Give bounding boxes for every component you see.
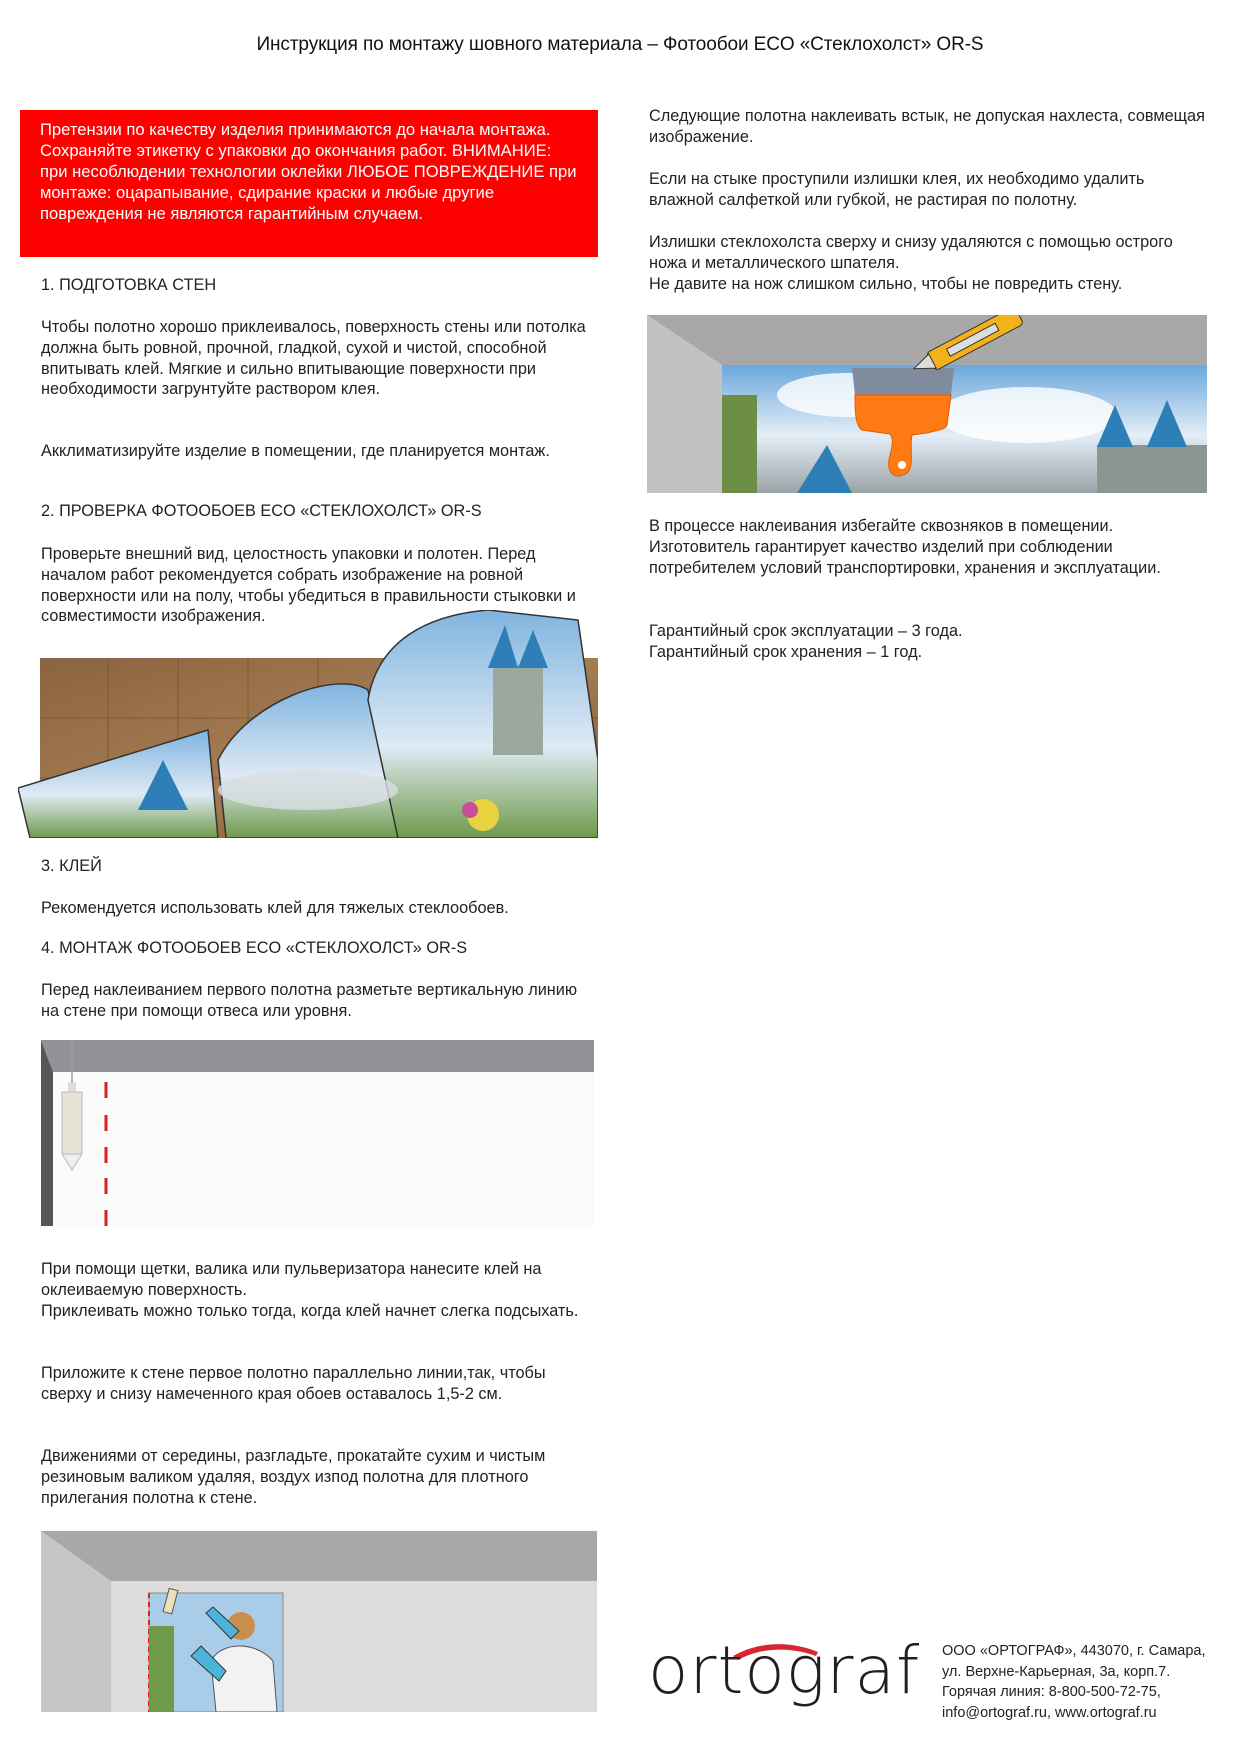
section-1-paragraph-1: Чтобы полотно хорошо приклеивалось, поверхность стены или потолка должна быть ровной, прочной, гладкой, сухой и чистой, способной впитывать клей. Мягкие и сильно впитывающие поверхности при необходимости загрунтуйте раствором клея. xyxy=(41,318,586,399)
plumb-bob-icon xyxy=(62,1082,82,1170)
section-4-paragraph-1: Перед наклеиванием первого полотна разметьте вертикальную линию на стене при помощи отвеса или уровня. xyxy=(41,981,578,1020)
right-paragraph-4: В процессе наклеивания избегайте сквозняков в помещении. Изготовитель гарантирует качество изделий при соблюдении потребителем условий транспортировки, хранения и эксплуатации. xyxy=(649,517,1161,577)
trim-illustration xyxy=(647,315,1207,493)
company-contacts xyxy=(942,1641,1206,1723)
section-1-paragraph-2: Акклиматизируйте изделие в помещении, где планируется монтаж. xyxy=(41,442,550,460)
warning-banner xyxy=(20,110,598,257)
right-paragraph-5: Гарантийный срок эксплуатации – 3 года. Гарантийный срок хранения – 1 год. xyxy=(649,622,963,661)
contact-hotline: Горячая линия: 8-800-500-72-75, xyxy=(942,1684,1161,1700)
trim-illustration-svg xyxy=(647,315,1207,493)
right-paragraph-2: Если на стыке проступили излишки клея, их необходимо удалить влажной салфеткой или губкой, не растирая по полотну. xyxy=(649,170,1145,209)
floor-illustration xyxy=(18,610,598,838)
section-4-paragraph-3: Приложите к стене первое полотно параллельно линии,так, чтобы сверху и снизу намеченного края обоев оставалось 1,5-2 см. xyxy=(41,1364,546,1403)
warning-text: Претензии по качеству изделия принимаются до начала монтажа. Сохраняйте этикетку с упаковки до окончания работ. ВНИМАНИЕ: при несоблюдении технологии оклейки ЛЮБОЕ ПОВРЕЖДЕНИЕ при монтаже: оцарапывание, сдирание краски и любые другие повреждения не являются гарантийным случаем. xyxy=(40,120,577,223)
plumb-illustration-svg xyxy=(41,1040,594,1226)
worker-illustration xyxy=(41,1531,597,1712)
section-4-paragraph-4: Движениями от середины, разгладьте, прокатайте сухим и чистым резиновым валиком удаляя, воздух изпод полотна для плотного прилегания полотна к стене. xyxy=(41,1447,546,1507)
contact-web[interactable]: info@ortograf.ru, www.ortograf.ru xyxy=(942,1704,1157,1721)
worker-illustration-svg xyxy=(41,1531,597,1712)
section-heading-1: 1. ПОДГОТОВКА СТЕН xyxy=(41,276,217,294)
section-heading-2: 2. ПРОВЕРКА ФОТООБОЕВ ECO «СТЕКЛОХОЛСТ» OR-S xyxy=(41,502,482,520)
logo-text: ortograf xyxy=(648,1632,921,1709)
right-paragraph-3: Излишки стеклохолста сверху и снизу удаляются с помощью острого ножа и металлического шпателя. Не давите на нож слишком сильно, чтобы не повредить стену. xyxy=(649,233,1173,293)
section-heading-3: 3. КЛЕЙ xyxy=(41,857,102,875)
section-2-paragraph-1: Проверьте внешний вид, целостность упаковки и полотен. Перед началом работ рекомендуется собрать изображение на ровной поверхности или на полу, чтобы убедиться в правильности стыковки и совместимости изображения. xyxy=(41,545,576,626)
plumb-illustration xyxy=(41,1040,594,1226)
section-4-paragraph-2: При помощи щетки, валика или пульверизатора нанесите клей на оклеиваемую поверхность. Приклеивать можно только тогда, когда клей начнет слегка подсыхать. xyxy=(41,1260,579,1320)
document-title: Инструкция по монтажу шовного материала – Фотообои ECO «Стеклохолст» OR-S xyxy=(256,34,984,55)
contact-street: ул. Верхне-Карьерная, 3а, корп.7. xyxy=(942,1663,1171,1680)
right-paragraph-1: Следующие полотна наклеивать встык, не допуская нахлеста, совмещая изображение. xyxy=(649,107,1205,146)
contact-address: ООО «ОРТОГРАФ», 443070, г. Самара, xyxy=(942,1643,1206,1659)
section-heading-4: 4. МОНТАЖ ФОТООБОЕВ ECO «СТЕКЛОХОЛСТ» OR-S xyxy=(41,939,468,957)
floor-illustration-svg xyxy=(18,610,598,838)
ortograf-logo xyxy=(648,1630,921,1720)
section-3-paragraph-1: Рекомендуется использовать клей для тяжелых стеклообоев. xyxy=(41,899,509,917)
